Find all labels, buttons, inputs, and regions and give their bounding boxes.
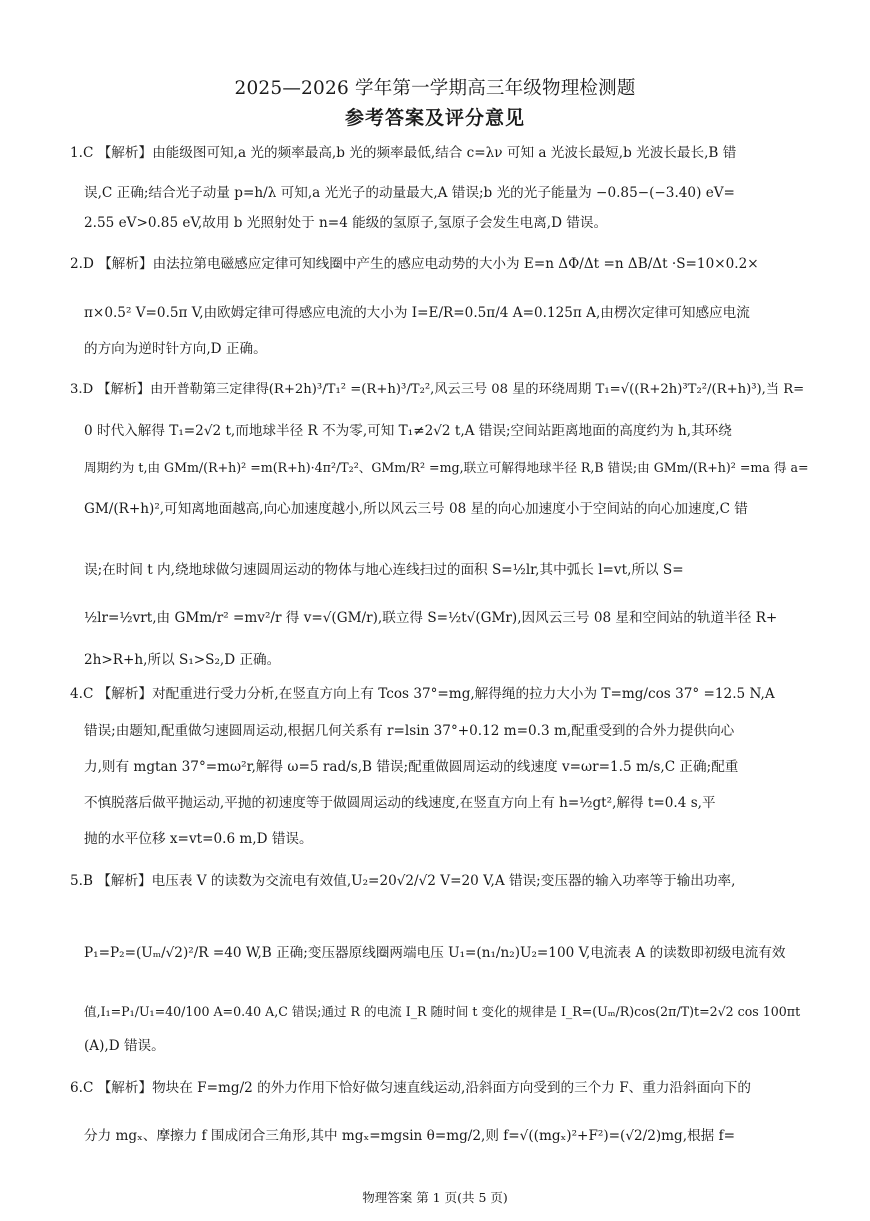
question-line-start: 6.C 【解析】物块在 F=mg/2 的外力作用下恰好做匀速直线运动,沿斜面方向受到的三个力 F、重力沿斜面向下的 [70,1080,751,1096]
question-line-start: 5.B 【解析】电压表 V 的读数为交流电有效值,U₂=20√2/√2 V=20 V,A 错误;变压器的输入功率等于输出功率, [70,873,736,889]
page-title: 2025—2026 学年第一学期高三年级物理检测题 [234,78,636,99]
answer-line: π×0.5² V=0.5π V,由欧姆定律可得感应电流的大小为 I=E/R=0.5π/4 A=0.125π A,由楞次定律可知感应电流 [84,305,750,321]
page-subtitle: 参考答案及评分意见 [344,107,525,129]
answer-line: GM/(R+h)²,可知离地面越高,向心加速度越小,所以风云三号 08 星的向心加速度小于空间站的向心加速度,C 错 [84,501,748,517]
answer-line: 值,I₁=P₁/U₁=40/100 A=0.40 A,C 错误;通过 R 的电流 I_R 随时间 t 变化的规律是 I_R=(Uₘ/R)cos(2π/T)t=2√2 cos 100πt [84,1004,801,1019]
question-line-start: 4.C 【解析】对配重进行受力分析,在竖直方向上有 Tcos 37°=mg,解得绳的拉力大小为 T=mg/cos 37° =12.5 N,A [70,686,775,702]
answer-line: 不慎脱落后做平抛运动,平抛的初速度等于做圆周运动的线速度,在竖直方向上有 h=½gt²,解得 t=0.4 s,平 [84,795,716,811]
answer-line: 0 时代入解得 T₁=2√2 t,而地球半径 R 不为零,可知 T₁≠2√2 t,A 错误;空间站距离地面的高度约为 h,其环绕 [84,423,732,439]
answer-line: 力,则有 mgtan 37°=mω²r,解得 ω=5 rad/s,B 错误;配重做圆周运动的线速度 v=ωr=1.5 m/s,C 正确;配重 [84,759,739,775]
question-line-start: 2.D 【解析】由法拉第电磁感应定律可知线圈中产生的感应电动势的大小为 E=n ΔΦ/Δt =n ΔB/Δt ·S=10×0.2× [70,256,759,272]
answer-line: (A),D 错误。 [84,1038,165,1054]
answer-line: 2.55 eV>0.85 eV,故用 b 光照射处于 n=4 能级的氢原子,氢原子会发生电离,D 错误。 [84,215,608,231]
question-line-start: 1.C 【解析】由能级图可知,a 光的频率最高,b 光的频率最低,结合 c=λν 可知 a 光波长最短,b 光波长最长,B 错 [70,145,737,161]
answer-line: 分力 mgₓ、摩擦力 f 围成闭合三角形,其中 mgₓ=mgsin θ=mg/2,则 f=√((mgₓ)²+F²)=(√2/2)mg,根据 f= [84,1128,736,1144]
answer-line: 2h>R+h,所以 S₁>S₂,D 正确。 [84,652,281,668]
answer-line: 误,C 正确;结合光子动量 p=h/λ 可知,a 光光子的动量最大,A 错误;b 光的光子能量为 −0.85−(−3.40) eV= [84,185,735,201]
question-line-start: 3.D 【解析】由开普勒第三定律得(R+2h)³/T₁² =(R+h)³/T₂²,风云三号 08 星的环绕周期 T₁=√((R+2h)³T₂²/(R+h)³),当 R= [70,382,805,397]
answer-line: P₁=P₂=(Uₘ/√2)²/R =40 W,B 正确;变压器原线圈两端电压 U₁=(n₁/n₂)U₂=100 V,电流表 A 的读数即初级电流有效 [84,945,786,961]
answer-line: 周期约为 t,由 GMm/(R+h)² =m(R+h)·4π²/T₂²、GMm/R² =mg,联立可解得地球半径 R,B 错误;由 GMm/(R+h)² =ma 得 a= [84,460,809,475]
answer-line: 的方向为逆时针方向,D 正确。 [84,341,267,357]
answer-line: 误;在时间 t 内,绕地球做匀速圆周运动的物体与地心连线扫过的面积 S=½lr,其中弧长 l=vt,所以 S= [84,562,684,578]
answer-line: 错误;由题知,配重做匀速圆周运动,根据几何关系有 r=lsin 37°+0.12 m=0.3 m,配重受到的合外力提供向心 [84,723,735,739]
page-footer: 物理答案 第 1 页(共 5 页) [362,1190,508,1205]
answer-line: ½lr=½vrt,由 GMm/r² =mv²/r 得 v=√(GM/r),联立得 S=½t√(GMr),因风云三号 08 星和空间站的轨道半径 R+ [84,610,778,626]
answer-line: 抛的水平位移 x=vt=0.6 m,D 错误。 [84,831,313,847]
